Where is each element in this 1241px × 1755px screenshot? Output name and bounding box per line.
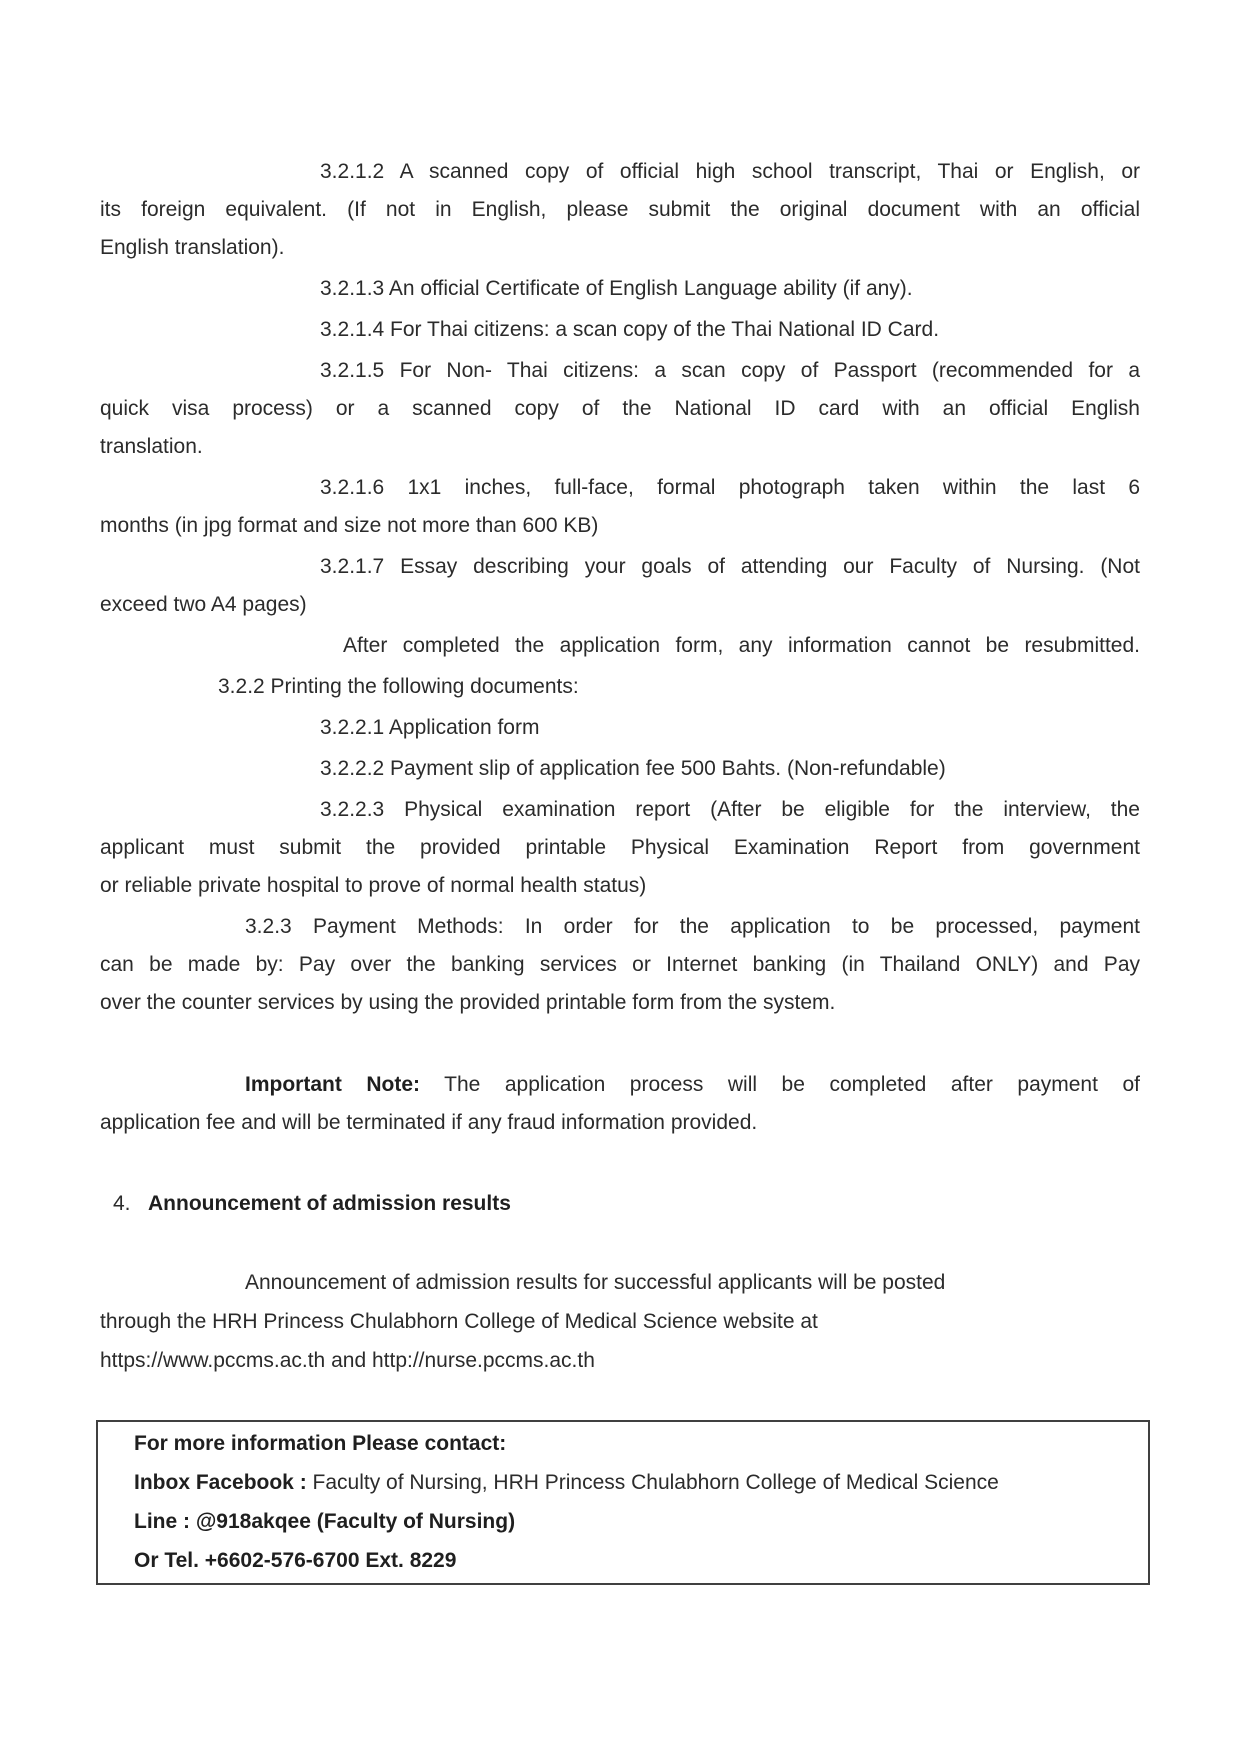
text-line: over the counter services by using the provided printable form from the system.	[100, 991, 836, 1014]
text-line: translation.	[100, 435, 203, 458]
contact-box-title: For more information Please contact:	[134, 1432, 507, 1455]
item-3-2-1-6	[100, 469, 1140, 545]
section-4-heading	[100, 1185, 1140, 1223]
item-3-2-1-2	[100, 153, 1140, 267]
text-line: Announcement of admission results for successful applicants will be posted	[245, 1271, 946, 1294]
link-nurse-website[interactable]: http://nurse.pccms.ac.th	[371, 1349, 595, 1372]
contact-line-id	[134, 1502, 1130, 1541]
url-separator-text: and	[325, 1349, 372, 1372]
text-line: 3.2.1.3 An official Certificate of English Language ability (if any).	[320, 277, 913, 300]
important-note-text: The application process will be completed after payment of	[420, 1073, 1140, 1096]
text-line: can be made by: Pay over the banking services or Internet banking (in Thailand ONLY) and Pay	[100, 953, 1140, 976]
text-line: or reliable private hospital to prove of normal health status)	[100, 874, 647, 897]
text-line: 3.2.3 Payment Methods: In order for the application to be processed, payment	[245, 915, 1140, 938]
item-3-2-2-1	[100, 709, 1140, 747]
item-3-2-2-2	[100, 750, 1140, 788]
text-line: 3.2.1.6 1x1 inches, full-face, formal photograph taken within the last 6	[320, 476, 1140, 499]
text-line: English translation).	[100, 236, 285, 259]
text-line: its foreign equivalent. (If not in English, please submit the original document with an official	[100, 198, 1140, 221]
text-line	[100, 1341, 1140, 1380]
text-line: application fee and will be terminated if any fraud information provided.	[100, 1111, 758, 1134]
resubmission-note	[100, 627, 1140, 665]
printing-heading	[100, 668, 1140, 706]
text-line: applicant must submit the provided printable Physical Examination Report from government	[100, 836, 1140, 859]
item-3-2-1-7	[100, 548, 1140, 624]
text-line: 3.2.1.7 Essay describing your goals of attending our Faculty of Nursing. (Not	[320, 555, 1140, 578]
item-3-2-1-3	[100, 270, 1140, 308]
text-line: 3.2.1.2 A scanned copy of official high school transcript, Thai or English, or	[320, 160, 1140, 183]
text-line	[100, 1066, 1140, 1104]
text-line: 3.2.1.4 For Thai citizens: a scan copy of the Thai National ID Card.	[320, 318, 940, 341]
text-line: 3.2.1.5 For Non- Thai citizens: a scan copy of Passport (recommended for a	[320, 359, 1140, 382]
text-line: 3.2.2 Printing the following documents:	[218, 675, 579, 698]
link-pccms-website[interactable]: https://www.pccms.ac.th	[100, 1349, 326, 1372]
text-line: quick visa process) or a scanned copy of the National ID card with an official English	[100, 397, 1140, 420]
text-line: months (in jpg format and size not more than 600 KB)	[100, 514, 599, 537]
contact-telephone: Or Tel. +6602-576-6700 Ext. 8229	[134, 1549, 457, 1572]
item-3-2-2-3	[100, 791, 1140, 905]
section-4-title: Announcement of admission results	[148, 1192, 511, 1215]
text-line: After completed the application form, any information cannot be resubmitted.	[343, 634, 1140, 657]
text-line: 3.2.2.3 Physical examination report (After be eligible for the interview, the	[320, 798, 1140, 821]
important-note	[100, 1066, 1140, 1142]
announcement-paragraph	[100, 1263, 1140, 1380]
contact-facebook	[134, 1463, 1130, 1502]
text-line: 3.2.2.2 Payment slip of application fee 500 Bahts. (Non-refundable)	[320, 757, 946, 780]
line-label: Line :	[134, 1510, 190, 1533]
important-note-label: Important Note:	[245, 1073, 421, 1096]
item-3-2-1-4	[100, 311, 1140, 349]
line-value: @918akqee (Faculty of Nursing)	[190, 1510, 516, 1533]
text-line: 3.2.2.1 Application form	[320, 716, 540, 739]
facebook-value: Faculty of Nursing, HRH Princess Chulabhorn College of Medical Science	[306, 1471, 999, 1494]
text-line: through the HRH Princess Chulabhorn College of Medical Science website at	[100, 1310, 818, 1333]
item-3-2-3-payment-methods	[100, 908, 1140, 1022]
text-line: exceed two A4 pages)	[100, 593, 307, 616]
section-4-number: 4.	[113, 1192, 131, 1215]
contact-info-box	[96, 1420, 1150, 1585]
facebook-label: Inbox Facebook :	[134, 1471, 307, 1494]
item-3-2-1-5	[100, 352, 1140, 466]
